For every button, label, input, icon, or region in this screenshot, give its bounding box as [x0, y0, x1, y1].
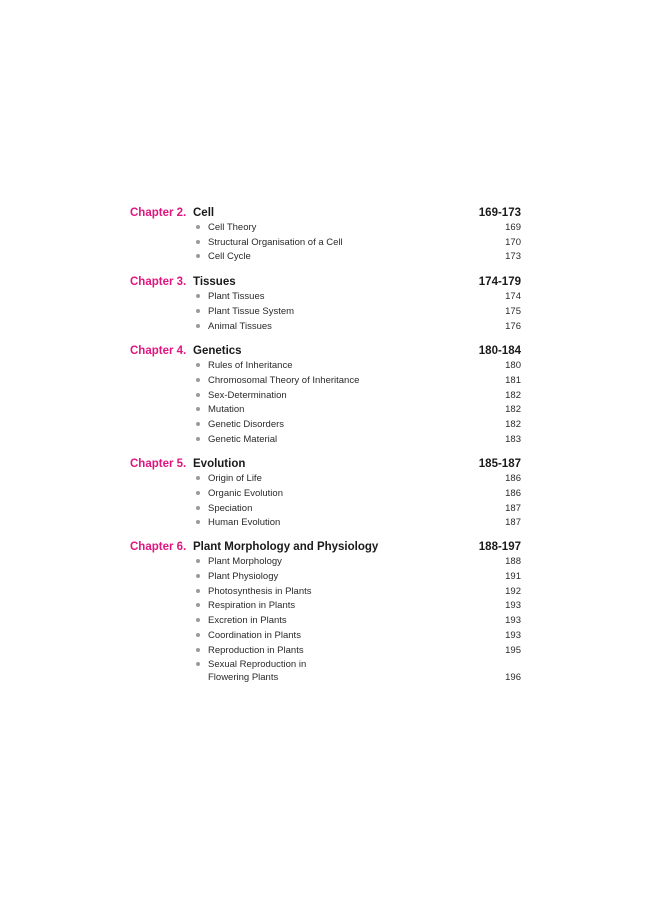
topic-page: 181 — [505, 375, 521, 386]
bullet-icon — [196, 324, 200, 328]
topic-page: 182 — [505, 419, 521, 430]
topic-page: 186 — [505, 473, 521, 484]
chapter-number: Chapter 2. — [130, 207, 187, 219]
topic-row — [0, 374, 660, 388]
bullet-icon — [196, 633, 200, 637]
topic-page: 186 — [505, 488, 521, 499]
topic-label: Structural Organisation of a Cell — [208, 237, 343, 248]
chapter-number: Chapter 6. — [130, 541, 187, 553]
bullet-icon — [196, 574, 200, 578]
topic-label: Cell Theory — [208, 222, 257, 233]
topic-row — [0, 487, 660, 501]
topic-label: Speciation — [208, 503, 253, 514]
topic-label: Genetic Disorders — [208, 419, 285, 430]
bullet-icon — [196, 648, 200, 652]
topic-page: 187 — [505, 517, 521, 528]
bullet-icon — [196, 225, 200, 229]
bullet-icon — [196, 363, 200, 367]
topic-row — [0, 290, 660, 304]
topic-row — [0, 585, 660, 599]
topic-label: Plant Tissues — [208, 291, 265, 302]
topic-label: Plant Physiology — [208, 571, 279, 582]
topic-row — [0, 359, 660, 373]
topic-row — [0, 570, 660, 584]
topic-label: Reproduction in Plants — [208, 645, 304, 656]
topic-row — [0, 221, 660, 235]
chapter-title: Genetics — [193, 345, 242, 357]
topic-row — [0, 320, 660, 334]
topic-row — [0, 502, 660, 516]
topic-page: 174 — [505, 291, 521, 302]
topic-page: 193 — [505, 630, 521, 641]
topic-page: 191 — [505, 571, 521, 582]
bullet-icon — [196, 437, 200, 441]
bullet-icon — [196, 378, 200, 382]
topic-label: Genetic Material — [208, 434, 278, 445]
bullet-icon — [196, 254, 200, 258]
topic-page: 175 — [505, 306, 521, 317]
bullet-icon — [196, 618, 200, 622]
bullet-icon — [196, 506, 200, 510]
topic-label: Human Evolution — [208, 517, 281, 528]
bullet-icon — [196, 589, 200, 593]
topic-row — [0, 236, 660, 250]
topic-row — [0, 629, 660, 643]
topic-page: 173 — [505, 251, 521, 262]
topic-label: Rules of Inheritance — [208, 360, 293, 371]
topic-row — [0, 418, 660, 432]
chapter-page-range: 188-197 — [478, 541, 521, 553]
topic-page: 180 — [505, 360, 521, 371]
topic-row — [0, 403, 660, 417]
topic-row — [0, 250, 660, 264]
topic-label: Excretion in Plants — [208, 615, 287, 626]
topic-row — [0, 555, 660, 569]
topic-label: Sex-Determination — [208, 390, 287, 401]
chapter-page-range: 180-184 — [478, 345, 521, 357]
bullet-icon — [196, 240, 200, 244]
chapter-title: Tissues — [193, 276, 236, 288]
bullet-icon — [196, 559, 200, 563]
chapter-title: Cell — [193, 207, 215, 219]
chapter-number: Chapter 3. — [130, 276, 187, 288]
bullet-icon — [196, 491, 200, 495]
bullet-icon — [196, 422, 200, 426]
topic-page: 192 — [505, 586, 521, 597]
bullet-icon — [196, 662, 200, 666]
topic-label: Plant Tissue System — [208, 306, 295, 317]
topic-label: Animal Tissues — [208, 321, 272, 332]
bullet-icon — [196, 309, 200, 313]
chapter-number: Chapter 4. — [130, 345, 187, 357]
bullet-icon — [196, 520, 200, 524]
topic-page: 182 — [505, 390, 521, 401]
topic-row — [0, 433, 660, 447]
topic-label: Cell Cycle — [208, 251, 251, 262]
topic-row — [0, 644, 660, 658]
bullet-icon — [196, 476, 200, 480]
topic-label: Respiration in Plants — [208, 600, 296, 611]
topic-row — [0, 472, 660, 486]
topic-row — [0, 305, 660, 319]
topic-label: Chromosomal Theory of Inheritance — [208, 375, 360, 386]
topic-page: 183 — [505, 434, 521, 445]
topic-page: 169 — [505, 222, 521, 233]
topic-label: Origin of Life — [208, 473, 262, 484]
topic-label: Mutation — [208, 404, 245, 415]
topic-row — [0, 516, 660, 530]
chapter-title: Plant Morphology and Physiology — [193, 541, 379, 553]
chapter-title: Evolution — [193, 458, 246, 470]
chapter-page-range: 185-187 — [478, 458, 521, 470]
topic-label: Sexual Reproduction in Flowering Plants — [208, 659, 307, 683]
topic-page: 188 — [505, 556, 521, 567]
topic-row — [0, 658, 660, 685]
bullet-icon — [196, 294, 200, 298]
topic-page: 193 — [505, 600, 521, 611]
topic-page: 195 — [505, 645, 521, 656]
topic-row — [0, 599, 660, 613]
topic-page: 176 — [505, 321, 521, 332]
topic-page: 187 — [505, 503, 521, 514]
topic-label: Coordination in Plants — [208, 630, 301, 641]
topic-page: 196 — [505, 672, 521, 683]
topic-row — [0, 389, 660, 403]
bullet-icon — [196, 603, 200, 607]
topic-page: 170 — [505, 237, 521, 248]
topic-label: Photosynthesis in Plants — [208, 586, 312, 597]
topic-label: Organic Evolution — [208, 488, 283, 499]
chapter-page-range: 174-179 — [478, 276, 521, 288]
chapter-number: Chapter 5. — [130, 458, 187, 470]
topic-label: Plant Morphology — [208, 556, 282, 567]
topic-page: 182 — [505, 404, 521, 415]
bullet-icon — [196, 393, 200, 397]
topic-page: 193 — [505, 615, 521, 626]
chapter-page-range: 169-173 — [478, 207, 521, 219]
bullet-icon — [196, 407, 200, 411]
topic-row — [0, 614, 660, 628]
